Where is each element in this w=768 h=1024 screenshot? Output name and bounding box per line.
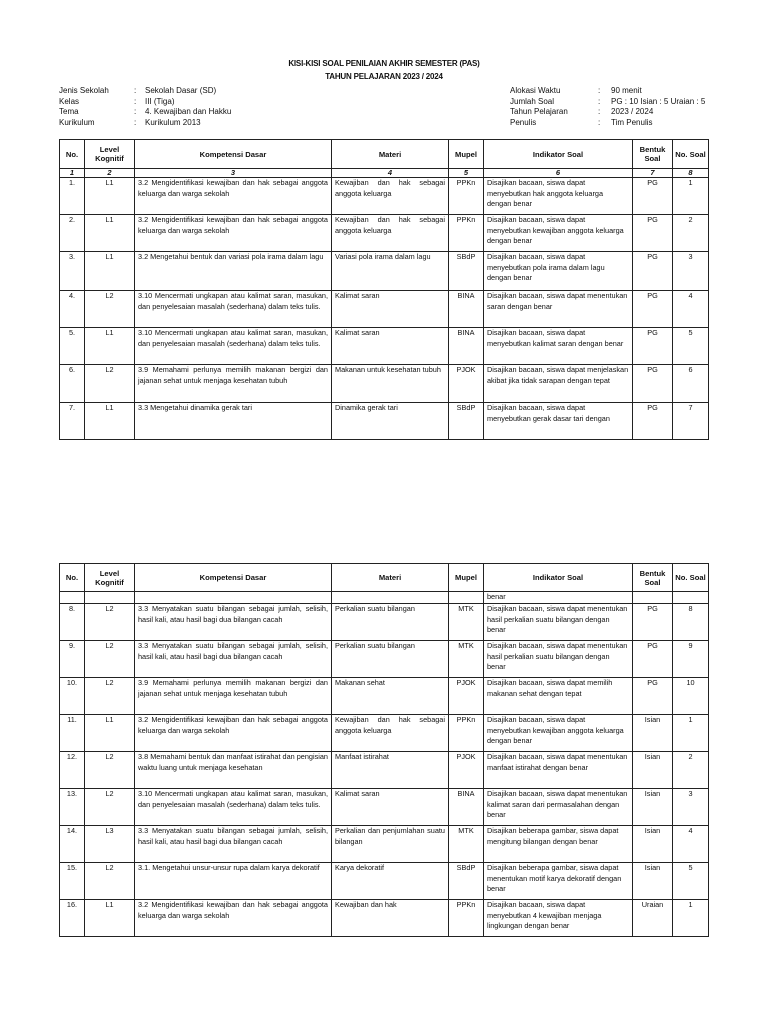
meta-separator: : [134, 117, 137, 127]
indikator-soal-cell: Disajikan bacaan, siswa dapat menentukan hasil perkalian suatu bilangan dengan benar [484, 604, 633, 641]
column-number: 8 [673, 169, 709, 178]
level-kognitif-cell: L3 [85, 826, 135, 863]
indikator-soal-cell: Disajikan bacaan, siswa dapat menentukan hasil perkalian suatu bilangan dengan benar [484, 641, 633, 678]
mupel-cell: BINA [449, 291, 484, 328]
meta-key: Jenis Sekolah [59, 86, 109, 95]
materi-cell: Kalimat saran [332, 328, 449, 365]
mupel-cell: PJOK [449, 678, 484, 715]
column-number: 6 [484, 169, 633, 178]
document-subtitle: TAHUN PELAJARAN 2023 / 2024 [325, 72, 443, 81]
indikator-soal-cell: Disajikan bacaan, siswa dapat menyebutkan hak anggota keluarga dengan benar [484, 178, 633, 215]
indikator-soal-cell: Disajikan bacaan, siswa dapat menyebutkan 4 kewajiban menjaga lingkungan dengan benar [484, 900, 633, 937]
row-number-cell: 10. [60, 678, 85, 715]
meta-separator: : [598, 86, 601, 95]
row-number-cell: 13. [60, 789, 85, 826]
continuation-row [60, 592, 709, 604]
row-number-cell: 5. [60, 328, 85, 365]
materi-cell: Perkalian suatu bilangan [332, 604, 449, 641]
indikator-soal-cell: Disajikan bacaan, siswa dapat menentukan saran dengan benar [484, 291, 633, 328]
meta-separator: : [134, 86, 137, 95]
bentuk-soal-cell: Isian [633, 715, 673, 752]
meta-value: Kurikulum 2013 [145, 117, 201, 127]
kompetensi-dasar-cell: 3.2 Mengidentifikasi kewajiban dan hak sebagai anggota keluarga dan warga sekolah [135, 178, 332, 215]
level-kognitif-cell: L1 [85, 900, 135, 937]
table-row [60, 291, 709, 328]
bentuk-soal-cell: PG [633, 678, 673, 715]
kompetensi-dasar-cell: 3.10 Mencermati ungkapan atau kalimat saran, masukan, dan penyelesaian masalah (sederhana) dalam teks tulis. [135, 291, 332, 328]
kompetensi-dasar-cell: 3.3 Menyatakan suatu bilangan sebagai jumlah, selisih, hasil kali, atau hasil bagi dua bilangan cacah [135, 604, 332, 641]
meta-value: III (Tiga) [145, 96, 175, 106]
bentuk-soal-cell: PG [633, 291, 673, 328]
bentuk-soal-cell: PG [633, 328, 673, 365]
column-number: 4 [332, 169, 449, 178]
materi-cell: Kalimat saran [332, 789, 449, 826]
column-header: No. [60, 564, 85, 592]
mupel-cell: PJOK [449, 365, 484, 403]
column-header: Bentuk Soal [633, 140, 673, 169]
table-row [60, 826, 709, 863]
mupel-cell: BINA [449, 789, 484, 826]
nomor-soal-cell: 6 [673, 365, 709, 403]
kompetensi-dasar-cell: 3.9 Memahami perlunya memilih makanan bergizi dan jajanan sehat untuk menjaga kesehatan tubuh [135, 678, 332, 715]
indikator-soal-cell: Disajikan bacaan, siswa dapat menyebutkan kewajiban anggota keluarga dengan benar [484, 215, 633, 252]
mupel-cell: SBdP [449, 252, 484, 291]
column-header: Mupel [449, 564, 484, 592]
meta-key: Tahun Pelajaran [510, 107, 568, 116]
meta-key: Tema [59, 107, 79, 116]
column-header: No. Soal [673, 140, 709, 169]
row-number-cell: 12. [60, 752, 85, 789]
meta-row [59, 118, 231, 129]
materi-cell: Perkalian suatu bilangan [332, 641, 449, 678]
meta-value: Tim Penulis [611, 117, 653, 127]
indikator-soal-cell: Disajikan beberapa gambar, siswa dapat mengitung bilangan dengan benar [484, 826, 633, 863]
table-row [60, 678, 709, 715]
level-kognitif-cell: L1 [85, 715, 135, 752]
mupel-cell: BINA [449, 328, 484, 365]
level-kognitif-cell: L2 [85, 365, 135, 403]
nomor-soal-cell: 1 [673, 178, 709, 215]
level-kognitif-cell: L2 [85, 789, 135, 826]
meta-row [510, 86, 705, 97]
bentuk-soal-cell: Uraian [633, 900, 673, 937]
materi-cell: Dinamika gerak tari [332, 403, 449, 440]
meta-row [510, 107, 705, 118]
meta-separator: : [598, 96, 601, 106]
column-number: 2 [85, 169, 135, 178]
bentuk-soal-cell: PG [633, 365, 673, 403]
meta-value: 90 menit [611, 86, 642, 95]
document-title: KISI-KISI SOAL PENILAIAN AKHIR SEMESTER (PAS) [288, 59, 480, 68]
meta-key: Kurikulum [59, 117, 95, 127]
row-number-cell: 16. [60, 900, 85, 937]
indikator-soal-cell: Disajikan bacaan, siswa dapat menentukan kalimat saran dari permasalahan dengan benar [484, 789, 633, 826]
nomor-soal-cell: 5 [673, 328, 709, 365]
materi-cell: Kewajiban dan hak sebagai anggota keluarga [332, 215, 449, 252]
column-number: 5 [449, 169, 484, 178]
nomor-soal-cell: 2 [673, 752, 709, 789]
kompetensi-dasar-cell: 3.1. Mengetahui unsur-unsur rupa dalam karya dekoratif [135, 863, 332, 900]
kompetensi-dasar-cell: 3.2 Mengidentifikasi kewajiban dan hak sebagai anggota keluarga dan warga sekolah [135, 215, 332, 252]
materi-cell: Manfaat istirahat [332, 752, 449, 789]
bentuk-soal-cell: PG [633, 178, 673, 215]
table-row [60, 365, 709, 403]
indikator-soal-cell: Disajikan bacaan, siswa dapat menyebutkan kalimat saran dengan benar [484, 328, 633, 365]
column-header: Indikator Soal [484, 140, 633, 169]
indikator-soal-cell: Disajikan bacaan, siswa dapat menjelaskan akibat jika tidak sarapan dengan tepat [484, 365, 633, 403]
meta-value: 4. Kewajiban dan Hakku [145, 107, 232, 116]
materi-cell: Kewajiban dan hak [332, 900, 449, 937]
nomor-soal-cell: 5 [673, 863, 709, 900]
kompetensi-dasar-cell: 3.2 Mengidentifikasi kewajiban dan hak sebagai anggota keluarga dan warga sekolah [135, 900, 332, 937]
kisi-kisi-table-page-2 [59, 563, 709, 937]
bentuk-soal-cell: PG [633, 403, 673, 440]
row-number-cell: 11. [60, 715, 85, 752]
row-number-cell: 1. [60, 178, 85, 215]
mupel-cell: PPKn [449, 900, 484, 937]
materi-cell: Kalimat saran [332, 291, 449, 328]
table-row [60, 252, 709, 291]
meta-right [510, 86, 705, 128]
column-number-row [60, 169, 709, 178]
meta-row [59, 86, 231, 97]
mupel-cell: PPKn [449, 178, 484, 215]
mupel-cell: PPKn [449, 215, 484, 252]
materi-cell: Variasi pola irama dalam lagu [332, 252, 449, 291]
materi-cell: Kewajiban dan hak sebagai anggota keluarga [332, 715, 449, 752]
level-kognitif-cell: L1 [85, 252, 135, 291]
meta-key: Penulis [510, 117, 537, 127]
row-number-cell: 4. [60, 291, 85, 328]
mupel-cell: PJOK [449, 752, 484, 789]
kisi-kisi-table-page-1 [59, 139, 709, 440]
meta-row [510, 118, 705, 129]
meta-row [59, 97, 231, 108]
table-header [60, 564, 709, 592]
meta-key: Alokasi Waktu [510, 86, 561, 95]
table-row [60, 215, 709, 252]
meta-row [59, 107, 231, 118]
bentuk-soal-cell: PG [633, 252, 673, 291]
table-row [60, 789, 709, 826]
bentuk-soal-cell: PG [633, 641, 673, 678]
table-row [60, 403, 709, 440]
table-row [60, 900, 709, 937]
meta-row [510, 97, 705, 108]
row-number-cell: 9. [60, 641, 85, 678]
materi-cell: Kewajiban dan hak sebagai anggota keluarga [332, 178, 449, 215]
materi-cell: Perkalian dan penjumlahan suatu bilangan [332, 826, 449, 863]
kompetensi-dasar-cell: 3.8 Memahami bentuk dan manfaat istirahat dan pengisian waktu luang untuk menjaga kesehatan [135, 752, 332, 789]
row-number-cell: 15. [60, 863, 85, 900]
table-row [60, 178, 709, 215]
row-number-cell: 8. [60, 604, 85, 641]
mupel-cell: SBdP [449, 403, 484, 440]
nomor-soal-cell: 8 [673, 604, 709, 641]
indikator-soal-cell: Disajikan bacaan, siswa dapat memilih makanan sehat dengan tepat [484, 678, 633, 715]
meta-key: Jumlah Soal [510, 96, 555, 106]
indikator-soal-cell: Disajikan bacaan, siswa dapat menyebutkan kewajiban anggota keluarga dengan benar [484, 715, 633, 752]
column-header: Kompetensi Dasar [135, 564, 332, 592]
mupel-cell: MTK [449, 641, 484, 678]
meta-separator: : [134, 107, 137, 116]
column-header: Materi [332, 564, 449, 592]
meta-key: Kelas [59, 96, 80, 106]
level-kognitif-cell: L2 [85, 863, 135, 900]
meta-separator: : [598, 107, 601, 116]
level-kognitif-cell: L2 [85, 291, 135, 328]
table-row [60, 328, 709, 365]
level-kognitif-cell: L2 [85, 604, 135, 641]
table-header [60, 140, 709, 169]
column-number: 7 [633, 169, 673, 178]
column-header: Indikator Soal [484, 564, 633, 592]
mupel-cell: MTK [449, 826, 484, 863]
nomor-soal-cell: 4 [673, 826, 709, 863]
bentuk-soal-cell: Isian [633, 826, 673, 863]
row-number-cell: 14. [60, 826, 85, 863]
column-header: Materi [332, 140, 449, 169]
nomor-soal-cell: 1 [673, 900, 709, 937]
kompetensi-dasar-cell: 3.10 Mencermati ungkapan atau kalimat saran, masukan, dan penyelesaian masalah (sederhana) dalam teks tulis. [135, 789, 332, 826]
column-header: No. Soal [673, 564, 709, 592]
materi-cell: Makanan sehat [332, 678, 449, 715]
column-header: Level Kognitif [85, 564, 135, 592]
column-number: 1 [60, 169, 85, 178]
row-number-cell: 7. [60, 403, 85, 440]
bentuk-soal-cell: Isian [633, 863, 673, 900]
level-kognitif-cell: L1 [85, 215, 135, 252]
meta-separator: : [134, 96, 137, 106]
bentuk-soal-cell: Isian [633, 789, 673, 826]
kompetensi-dasar-cell: 3.10 Mencermati ungkapan atau kalimat saran, masukan, dan penyelesaian masalah (sederhana) dalam teks tulis. [135, 328, 332, 365]
level-kognitif-cell: L2 [85, 641, 135, 678]
level-kognitif-cell: L1 [85, 178, 135, 215]
indikator-soal-cell: Disajikan beberapa gambar, siswa dapat menentukan motif karya dekoratif dengan benar [484, 863, 633, 900]
mupel-cell: MTK [449, 604, 484, 641]
meta-left [59, 86, 231, 128]
nomor-soal-cell: 2 [673, 215, 709, 252]
level-kognitif-cell: L1 [85, 328, 135, 365]
column-header: Level Kognitif [85, 140, 135, 169]
kompetensi-dasar-cell: 3.3 Mengetahui dinamika gerak tari [135, 403, 332, 440]
nomor-soal-cell: 4 [673, 291, 709, 328]
indikator-soal-cell: Disajikan bacaan, siswa dapat menentukan manfaat istirahat dengan benar [484, 752, 633, 789]
indikator-soal-cell: Disajikan bacaan, siswa dapat menyebutkan gerak dasar tari dengan [484, 403, 633, 440]
kompetensi-dasar-cell: 3.3 Menyatakan suatu bilangan sebagai jumlah, selisih, hasil kali, atau hasil bagi dua bilangan cacah [135, 641, 332, 678]
table-row [60, 641, 709, 678]
table-row [60, 752, 709, 789]
meta-value: PG : 10 Isian : 5 Uraian : 5 [611, 96, 706, 106]
column-header: Kompetensi Dasar [135, 140, 332, 169]
table-row [60, 863, 709, 900]
bentuk-soal-cell: PG [633, 604, 673, 641]
nomor-soal-cell: 7 [673, 403, 709, 440]
level-kognitif-cell: L2 [85, 752, 135, 789]
mupel-cell: PPKn [449, 715, 484, 752]
nomor-soal-cell: 3 [673, 789, 709, 826]
nomor-soal-cell: 3 [673, 252, 709, 291]
indikator-soal-cell: Disajikan bacaan, siswa dapat menyebutkan pola irama dalam lagu dengan benar [484, 252, 633, 291]
bentuk-soal-cell: PG [633, 215, 673, 252]
column-header: No. [60, 140, 85, 169]
mupel-cell: SBdP [449, 863, 484, 900]
nomor-soal-cell: 10 [673, 678, 709, 715]
continuation-text: benar [484, 592, 633, 604]
materi-cell: Makanan untuk kesehatan tubuh [332, 365, 449, 403]
materi-cell: Karya dekoratif [332, 863, 449, 900]
nomor-soal-cell: 9 [673, 641, 709, 678]
kompetensi-dasar-cell: 3.2 Mengetahui bentuk dan variasi pola irama dalam lagu [135, 252, 332, 291]
level-kognitif-cell: L2 [85, 678, 135, 715]
table-row [60, 715, 709, 752]
meta-value: Sekolah Dasar (SD) [145, 86, 217, 95]
bentuk-soal-cell: Isian [633, 752, 673, 789]
kompetensi-dasar-cell: 3.9 Memahami perlunya memilih makanan bergizi dan jajanan sehat untuk menjaga kesehatan tubuh [135, 365, 332, 403]
row-number-cell: 6. [60, 365, 85, 403]
kompetensi-dasar-cell: 3.3 Menyatakan suatu bilangan sebagai jumlah, selisih, hasil kali, atau hasil bagi dua bilangan cacah [135, 826, 332, 863]
nomor-soal-cell: 1 [673, 715, 709, 752]
column-number: 3 [135, 169, 332, 178]
kompetensi-dasar-cell: 3.2 Mengidentifikasi kewajiban dan hak sebagai anggota keluarga dan warga sekolah [135, 715, 332, 752]
level-kognitif-cell: L1 [85, 403, 135, 440]
row-number-cell: 3. [60, 252, 85, 291]
meta-value: 2023 / 2024 [611, 107, 654, 116]
row-number-cell: 2. [60, 215, 85, 252]
meta-separator: : [598, 117, 601, 127]
column-header: Bentuk Soal [633, 564, 673, 592]
column-header: Mupel [449, 140, 484, 169]
table-row [60, 604, 709, 641]
